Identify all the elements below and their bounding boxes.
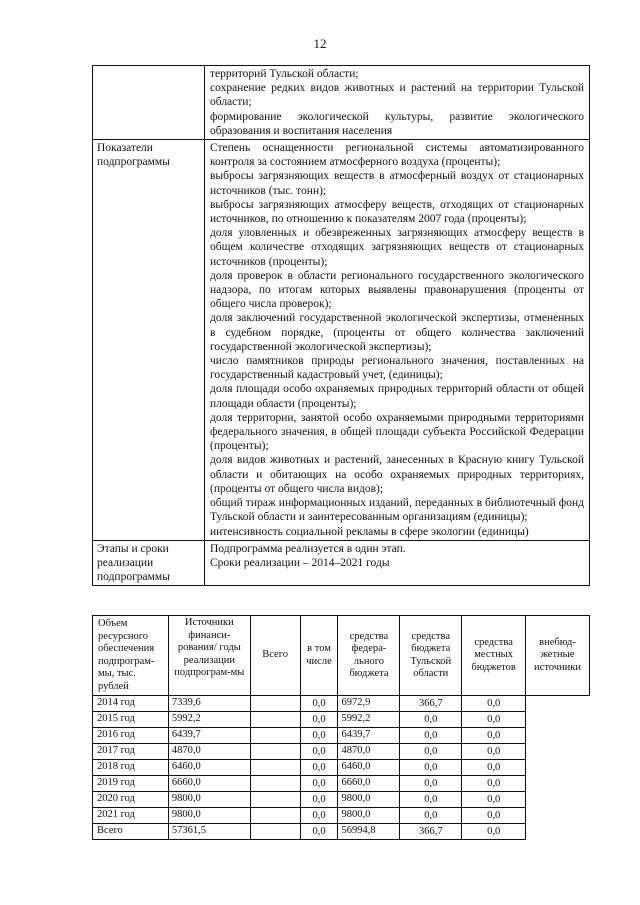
- row-local: 0,0: [400, 760, 462, 776]
- row-incl: [250, 696, 300, 712]
- row-offbudget: 0,0: [462, 792, 526, 808]
- row-federal: 0,0: [300, 824, 338, 840]
- stages-row: [93, 540, 590, 586]
- indicator-item: выбросы загрязняющих веществ в атмосферный воздух от стационарных источников (тыс. тонн);: [210, 170, 584, 197]
- row-federal: 0,0: [300, 696, 338, 712]
- row-total: 4870,0: [168, 744, 250, 760]
- row-total: 6460,0: [168, 760, 250, 776]
- row-year: 2021 год: [93, 808, 169, 824]
- stages-label: Этапы и сроки реализации подпрограммы: [93, 540, 205, 586]
- row-incl: [250, 712, 300, 728]
- header-source: Источники финанси-рования/ годы реализации подпрограм-мы: [168, 616, 250, 696]
- indicator-item: доля видов животных и растений, занесенных в Красную книгу Тульской области и обитающих на особо охраняемых природных территориях, (проценты от общего числа видов);: [210, 454, 584, 495]
- header-total: Всего: [250, 616, 300, 696]
- row-regional: 6660,0: [338, 776, 400, 792]
- indicator-item: доля площади особо охраняемых природных территорий области от общей площади области (проценты);: [210, 383, 584, 410]
- row-local: 0,0: [400, 712, 462, 728]
- row-federal: 0,0: [300, 776, 338, 792]
- row-federal: 0,0: [300, 792, 338, 808]
- row-local: 366,7: [400, 696, 462, 712]
- funding-row: [93, 776, 590, 792]
- indicators-cell: [205, 140, 590, 541]
- indicator-item: доля уловленных и обезвреженных загрязняющих атмосферу веществ в общем количестве отходящих загрязняющих веществ от стационарных источников (проценты);: [210, 227, 584, 268]
- empty-label-cell: [93, 66, 205, 140]
- row-offbudget: 0,0: [462, 824, 526, 840]
- row-year: 2015 год: [93, 712, 169, 728]
- row-regional: 6460,0: [338, 760, 400, 776]
- row-total: 5992,2: [168, 712, 250, 728]
- row-total: 6660,0: [168, 776, 250, 792]
- goal-item: формирование экологической культуры, развитие экологического образования и воспитания населения: [210, 110, 584, 137]
- row-year: 2020 год: [93, 792, 169, 808]
- row-regional: 4870,0: [338, 744, 400, 760]
- stages-line: Сроки реализации – 2014–2021 годы: [210, 556, 390, 569]
- row-offbudget: 0,0: [462, 808, 526, 824]
- funding-row: [93, 712, 590, 728]
- row-incl: [250, 760, 300, 776]
- row-federal: 0,0: [300, 744, 338, 760]
- goal-item: территорий Тульской области;: [210, 68, 359, 80]
- header-regional: средства бюджета Тульской области: [400, 616, 462, 696]
- passport-table: [92, 65, 590, 586]
- row-local: 0,0: [400, 744, 462, 760]
- row-local: 0,0: [400, 808, 462, 824]
- row-year: 2016 год: [93, 728, 169, 744]
- row-incl: [250, 792, 300, 808]
- funding-row: [93, 824, 590, 840]
- funding-row: [93, 696, 590, 712]
- row-total: 57361,5: [168, 824, 250, 840]
- row-local: 366,7: [400, 824, 462, 840]
- indicator-item: общий тираж информационных изданий, переданных в библиотечный фонд Тульской области и заинтересованным организациям (единицы);: [210, 497, 584, 524]
- goal-item: сохранение редких видов животных и растений на территории Тульской области;: [210, 82, 584, 109]
- row-regional: 9800,0: [338, 792, 400, 808]
- indicator-item: доля территории, занятой особо охраняемыми природными территориями федерального значения, в общей площади субъекта Российской Федерации (проценты);: [210, 411, 584, 453]
- row-year: 2017 год: [93, 744, 169, 760]
- row-incl: [250, 728, 300, 744]
- funding-table: [92, 615, 590, 840]
- indicator-item: выбросы загрязняющих атмосферу веществ, отходящих от стационарных источников, по отношению к показателям 2007 года (проценты);: [210, 198, 584, 226]
- header-federal: средства федера-льного бюджета: [338, 616, 400, 696]
- funding-label: Объем ресурсного обеспечения подпрограм-мы, тыс. рублей: [93, 616, 169, 696]
- funding-row: [93, 792, 590, 808]
- row-total: 7339,6: [168, 696, 250, 712]
- goals-row: [93, 66, 590, 140]
- row-federal: 0,0: [300, 808, 338, 824]
- row-regional: 6439,7: [338, 728, 400, 744]
- row-incl: [250, 808, 300, 824]
- funding-row: [93, 728, 590, 744]
- row-incl: [250, 744, 300, 760]
- row-total: 9800,0: [168, 808, 250, 824]
- header-incl: в том числе: [300, 616, 338, 696]
- page-number: 12: [313, 36, 327, 51]
- row-regional: 9800,0: [338, 808, 400, 824]
- row-federal: 0,0: [300, 760, 338, 776]
- row-federal: 0,0: [300, 728, 338, 744]
- funding-header-row: [93, 616, 590, 696]
- goals-cell: [205, 66, 590, 140]
- row-total: 9800,0: [168, 792, 250, 808]
- stages-line: Подпрограмма реализуется в один этап.: [210, 542, 406, 555]
- header-offbudget: внебюд-жетные источники: [526, 616, 590, 696]
- row-offbudget: 0,0: [462, 776, 526, 792]
- row-offbudget: 0,0: [462, 760, 526, 776]
- row-offbudget: 0,0: [462, 728, 526, 744]
- row-regional: 56994,8: [338, 824, 400, 840]
- funding-row: [93, 744, 590, 760]
- funding-row: [93, 760, 590, 776]
- indicator-item: Степень оснащенности региональной системы автоматизированного контроля за состоянием атмосферного воздуха (проценты);: [210, 142, 584, 169]
- row-regional: 5992,2: [338, 712, 400, 728]
- row-incl: [250, 824, 300, 840]
- row-offbudget: 0,0: [462, 744, 526, 760]
- header-local: средства местных бюджетов: [462, 616, 526, 696]
- row-offbudget: 0,0: [462, 712, 526, 728]
- row-local: 0,0: [400, 792, 462, 808]
- indicators-label: Показатели подпрограммы: [93, 140, 205, 541]
- indicators-row: [93, 140, 590, 541]
- row-total: 6439,7: [168, 728, 250, 744]
- stages-cell: [205, 540, 590, 586]
- row-year: Всего: [93, 824, 169, 840]
- row-regional: 6972,9: [338, 696, 400, 712]
- row-offbudget: 0,0: [462, 696, 526, 712]
- row-local: 0,0: [400, 776, 462, 792]
- row-year: 2018 год: [93, 760, 169, 776]
- row-federal: 0,0: [300, 712, 338, 728]
- indicator-item: число памятников природы регионального значения, поставленных на государственный кадастровый учет, (единицы);: [210, 355, 584, 382]
- row-year: 2019 год: [93, 776, 169, 792]
- indicator-item: доля заключений государственной экологической экспертизы, отмененных в судебном порядке, (проценты от общего количества заключений государственной экологической экспертизы);: [210, 312, 584, 353]
- row-year: 2014 год: [93, 696, 169, 712]
- indicator-item: интенсивность социальной рекламы в сфере экологии (единицы): [210, 525, 529, 538]
- row-local: 0,0: [400, 728, 462, 744]
- indicator-item: доля проверок в области регионального государственного экологического надзора, по итогам которых выявлены правонарушения (проценты от общего числа проверок);: [210, 269, 584, 311]
- funding-row: [93, 808, 590, 824]
- row-incl: [250, 776, 300, 792]
